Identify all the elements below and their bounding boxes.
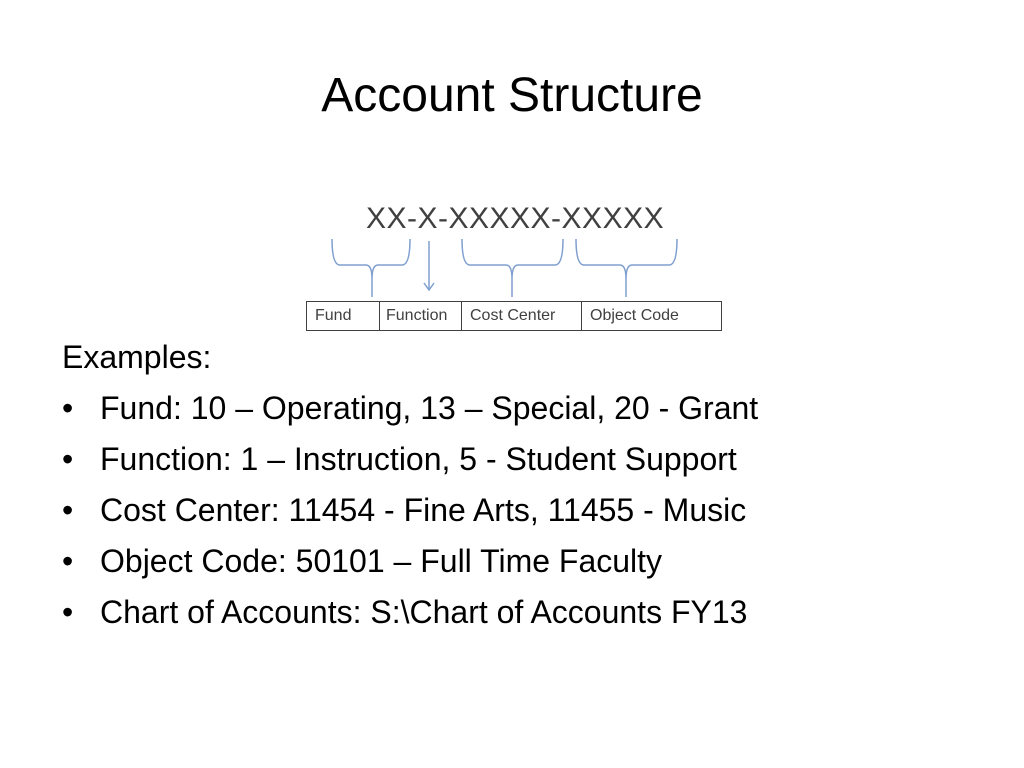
account-format-code: XX-X-XXXXX-XXXXX [366,202,665,235]
segment-cost-center: Cost Center [461,302,581,330]
bullet-icon: • [62,390,74,426]
list-item-text: Function: 1 – Instruction, 5 - Student Support [100,441,737,477]
list-item [62,485,1002,536]
bullet-icon: • [62,594,74,630]
list-item [62,536,1002,587]
cost-center-brace [462,239,563,279]
slide-title: Account Structure [321,69,703,122]
list-item [62,434,1002,485]
examples-label: Examples: [62,339,212,375]
list-item [62,383,1002,434]
segment-table [306,301,722,331]
bullet-icon: • [62,441,74,477]
object-code-brace [576,239,677,279]
fund-brace [332,239,410,279]
list-item-text: Chart of Accounts: S:\Chart of Accounts FY13 [100,594,748,630]
list-item-text: Object Code: 50101 – Full Time Faculty [100,543,663,579]
examples-list [62,383,1002,638]
segment-object-code: Object Code [581,302,721,330]
examples-section [62,332,1002,638]
list-item [62,587,1002,638]
segment-function: Function [379,302,461,330]
account-structure-diagram [300,195,730,340]
bullet-icon: • [62,492,74,528]
segment-fund: Fund [315,307,352,324]
list-item-text: Fund: 10 – Operating, 13 – Special, 20 - Grant [100,390,759,426]
list-item-text: Cost Center: 11454 - Fine Arts, 11455 - Music [100,492,747,528]
bullet-icon: • [62,543,74,579]
